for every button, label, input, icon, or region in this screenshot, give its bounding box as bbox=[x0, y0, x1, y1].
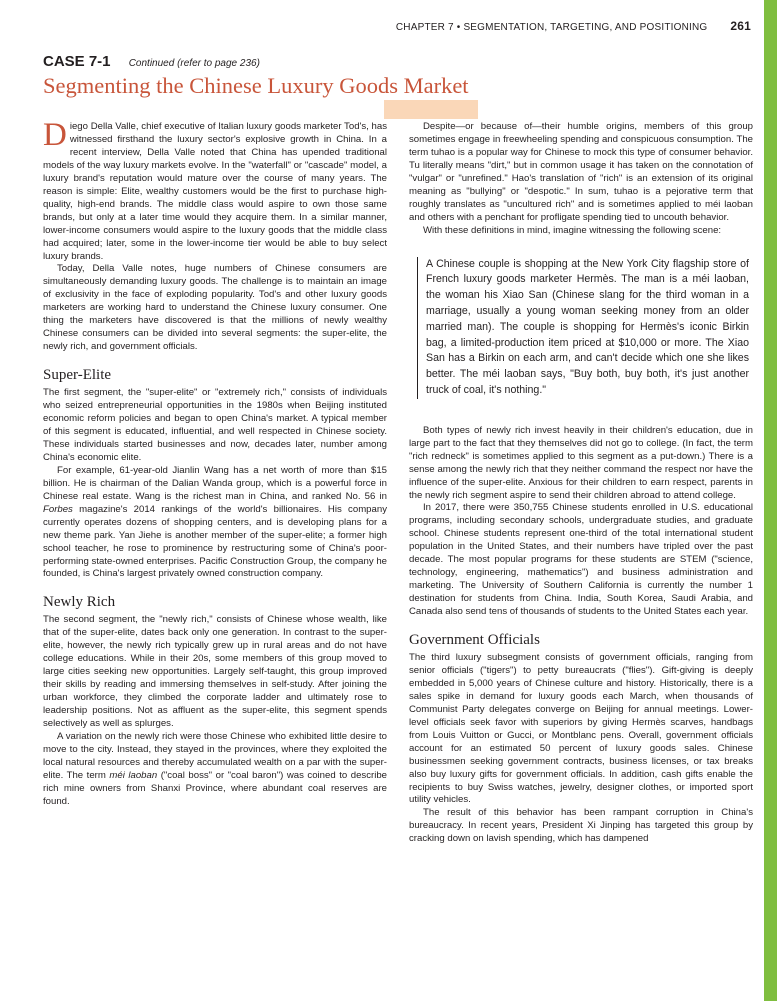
paragraph: The second segment, the "newly rich," consists of Chinese whose wealth, like that of the super-elite, dates back only one generation. In contrast to the super-elite, however, the newly rich typically grew up in rural areas and do not have college educations. While in their 20s, some members of this group moved to large cities seeking new opportunities. Largely self-taught, this group improved their skills by reading and immersing themselves in self-study. After joining the urban workforce, they climbed the corporate ladder and ultimately rose to leadership positions. Not as affluent as the super-elite, this segment spends selectively as well as splurges. bbox=[43, 614, 387, 729]
case-number: CASE 7-1 bbox=[43, 53, 111, 70]
intro-paragraph: Diego Della Valle, chief executive of Italian luxury goods marketer Tod's, has witnessed firsthand the luxury sector's explosive growth in China. In a recent interview, Della Valle noted that China has upended traditional models of the way luxury markets evolve. In the "waterfall" or "cascade" model, a luxury brand's reputation would mature over the course of many years. The reason is simple: Elite, wealthy customers would be the first to purchase high-quality, high-end brands. The middle class would aspire to own those same brands, but only at a later time would they acquire them. In a similar manner, lower-income consumers would aspire to the luxury goods that the middle class had acquired; later, some in the lower-income tier would be able to buy select luxury brands. bbox=[43, 117, 387, 262]
chapter-title: CHAPTER 7 • SEGMENTATION, TARGETING, AND POSITIONING bbox=[395, 22, 708, 33]
paragraph: The third luxury subsegment consists of government officials, ranging from senior officials ("tigers") to petty bureaucrats ("flies"). Gift-giving is deeply embedded in 5,000 years of Chinese culture and history. Historically, there is a sales spike in demand for luxury goods each March, when thousands of Communist Party delegates converge on Beijing for annual meetings. Lower-level officials seek favor with superiors by giving Hermès scarves, handbags from Louis Vuitton or Gucci, or Montblanc pens. Overall, government officials account for an estimated 50 percent of luxury goods sales. Chinese businessmen seeking government contracts, business licenses, or tax breaks also buy luxury gifts for government officials. In addition, cash gifts enable the recipients to buy Swiss watches, jewelry, designer clothes, or imported sport utility vehicles. bbox=[409, 652, 753, 806]
paragraph: In 2017, there were 350,755 Chinese students enrolled in U.S. educational programs, including secondary schools, undergraduate studies, and graduate school. Chinese students represent one-third of the total international student population in the United States, and their numbers have tripled over the past decade. The most popular programs for these students are STEM ("science, technology, engineering, mathematics") and business administration and marketing. The University of Southern California is currently the number 1 destination for students from China. India, South Korea, Saudi Arabia, and Canada also send tens of thousands of students to the United States each year. bbox=[409, 502, 753, 618]
left-column bbox=[43, 117, 387, 809]
running-head bbox=[300, 19, 751, 33]
right-column bbox=[409, 121, 753, 846]
section-heading-super-elite: Super-Elite bbox=[43, 367, 112, 384]
highlight-mark bbox=[384, 100, 478, 119]
quote-text: A Chinese couple is shopping at the New York City flagship store of French luxury goods marketer Hermès. The man is a méi laoban, the woman his Xiao San (Chinese slang for the third woman in a marriage, usually a young woman seeking money from an older married man). The couple is shopping for Hermès's iconic Birkin bag, a limited-production item priced at $10,000 or more. The Xiao San has a Birkin on each arm, and can't decide which one she likes better. The méi laoban says, "Buy both, buy both, it's just another truck of coal, it's nothing." bbox=[426, 257, 749, 396]
paragraph: The first segment, the "super-elite" or "extremely rich," consists of individuals who seized entrepreneurial opportunities in the 1980s when Beijing instituted economic reform policies and began to open China's market. A typical member of this segment is educated, influential, and well respected in Chinese society. These individuals started businesses and now, decades later, number among China's economic elite. bbox=[43, 387, 387, 463]
paragraph: Today, Della Valle notes, huge numbers of Chinese consumers are simultaneously demanding luxury goods. The challenge is to maintain an image of exclusivity in the face of exploding popularity. Tod's and other luxury goods marketers are working hard to understand the Chinese luxury consumer. One thing the marketers have discovered is that the millions of newly wealthy Chinese consumers can be divided into several segments: the super-elite, the newly rich, and government officials. bbox=[43, 263, 387, 353]
scenario-blockquote bbox=[417, 257, 753, 399]
paragraph: A variation on the newly rich were those Chinese who exhibited little desire to move to the city. Instead, they stayed in the provinces, where they exploited the local natural resources and thereby accumulated wealth on a par with the super-elite. The term méi laoban ("coal boss" or "coal baron") was coined to describe rich mine owners from Shanxi Province, where abundant coal reserves are found. bbox=[43, 730, 387, 807]
page-edge-color-bar bbox=[764, 0, 777, 1001]
case-continued-note: Continued (refer to page 236) bbox=[128, 58, 260, 69]
paragraph: Despite—or because of—their humble origins, members of this group sometimes engage in freewheeling spending and conspicuous consumption. The term tuhao is a popular way for Chinese to mock this type of consumer behavior. Tu literally means "dirt," but in common usage it has taken on the connotation of "vulgar" or "unrefined." Hao's translation of "rich" is an extension of its original meaning as "bullying" or "despotic." In sum, tuhao is a pejorative term that roughly translates as "uncultured rich" and is sometimes applied to méi laoban and others with a penchant for profligate spending tied to uncouth behavior. bbox=[409, 121, 753, 223]
case-label bbox=[43, 53, 260, 70]
paragraph: With these definitions in mind, imagine witnessing the following scene: bbox=[423, 224, 722, 236]
paragraph: Both types of newly rich invest heavily in their children's education, due in large part to the fact that they themselves did not go to college. (In fact, the term "rich redneck" is sometimes applied to this segment as a put-down.) There is a sense among the newly rich that they neither command the respect nor have the influence of the super-elite. Anxious for their children to earn respect, parents in the newly rich segment aspire to send their children abroad to attend college. bbox=[409, 424, 753, 501]
page-number: 261 bbox=[730, 19, 751, 33]
section-heading-newly-rich: Newly Rich bbox=[43, 594, 116, 611]
drop-cap: D bbox=[43, 117, 67, 153]
paragraph: The result of this behavior has been rampant corruption in China's bureaucracy. In recent years, President Xi Jinping has targeted this group by cracking down on lavish spending, which has dampened bbox=[409, 807, 753, 845]
case-title: Segmenting the Chinese Luxury Goods Market bbox=[43, 73, 469, 98]
paragraph: For example, 61-year-old Jianlin Wang has a net worth of more than $15 billion. He is chairman of the Dalian Wanda group, which is a powerful force in Chinese real estate. Wang is the richest man in China, and ranked No. 56 in Forbes magazine's 2014 rankings of the world's billionaires. His company currently operates dozens of shopping centers, and is developing plans for a new theme park. Yan Jiehe is another member of the super-elite; a former high school teacher, he rose to prominence by restructuring some of China's poor-performing state-owned enterprises. Pacific Construction Group, the company he founded, is China's largest privately owned construction company. bbox=[43, 464, 387, 580]
section-heading-government-officials: Government Officials bbox=[409, 632, 540, 649]
